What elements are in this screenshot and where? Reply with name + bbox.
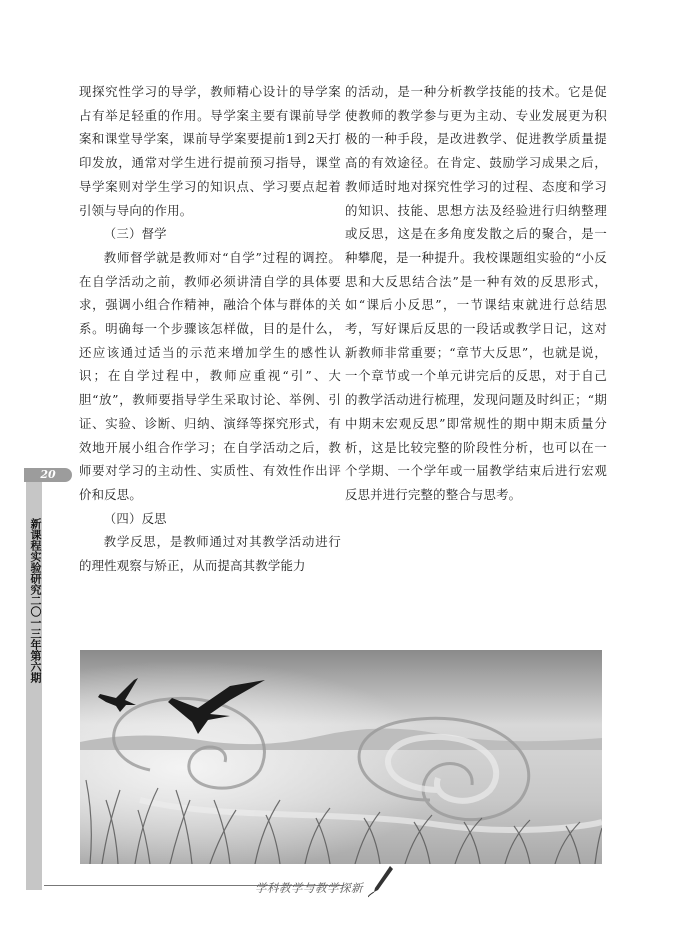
paragraph-duxue: 教师督学就是教师对“自学”过程的调控。在自学活动之前，教师必须讲清自学的具体要求，强调小组合作精神，融洽个体与群体的关系。明确每一个步骤该怎样做，目的是什么，还应该通过适当的示范来增加学生的感性认识；在自学过程中，教师应重视“引”、大胆“放”，教师要指导学生采取讨论、举例、引证、实验、诊断、归纳、演绎等探究形式，有效地开展小组合作学习；在自学活动之后，教师要对学习的主动性、实质性、有效性作出评价和反思。	[79, 249, 341, 502]
journal-issue: 第六期	[29, 650, 42, 683]
footer-column-title: 学科教学与教学探新	[255, 881, 363, 895]
paragraph-fansi-continued: 的活动，是一种分析教学技能的技术。它是促使教师的教学参与更为主动、专业发展更为积极的一种手段，是改进教学、促进教学质量提高的有效途径。在肯定、鼓励学习成果之后，教师适时地对探究性学习的过程、态度和学习的知识、技能、思想方法及经验进行归纳整理或反思，这是在多角度发散之后的聚合，是一种攀爬，是一种提升。我校课题组实验的“小反思和大反思结合法”是一种有效的反思形式，如“课后小反思”，一节课结束就进行总结思考，写好课后反思的一段话或教学日记，这对新教师非常重要；“章节大反思”，也就是说，一个章节或一个单元讲完后的反思，对于自己的教学活动进行梳理，发现问题及时纠正；“期中期末宏观反思”即常规性的期中期末质量分析，这是比较完整的阶段性分析，也可以在一个学期、一个学年或一届教学结束后进行宏观反思并进行完整的整合与思考。	[345, 84, 607, 502]
paragraph-daoxue-end: 现探究性学习的导学，教师精心设计的导学案占有举足轻重的作用。导学案主要有课前导学案和课堂导学案，课前导学案要提前1到2天打印发放，通常对学生进行提前预习指导，课堂导学案则对学生学习的知识点、学习要点起着引领与导向的作用。	[79, 84, 341, 218]
article-column-left	[79, 80, 341, 578]
pen-icon	[368, 864, 394, 902]
journal-title-vertical	[27, 518, 41, 683]
journal-name: 新课程实验研究	[29, 518, 42, 595]
journal-year: 二〇一三年	[29, 595, 42, 650]
decorative-banner-image	[80, 650, 602, 864]
paragraph-fansi-start: 教学反思，是教师通过对其教学活动进行的理性观察与矫正，从而提高其教学能力	[79, 534, 341, 574]
article-column-right	[345, 80, 607, 507]
page-number: 20	[24, 468, 72, 482]
section-heading-fansi: （四）反思	[103, 510, 167, 526]
section-heading-duxue: （三）督学	[103, 226, 167, 242]
